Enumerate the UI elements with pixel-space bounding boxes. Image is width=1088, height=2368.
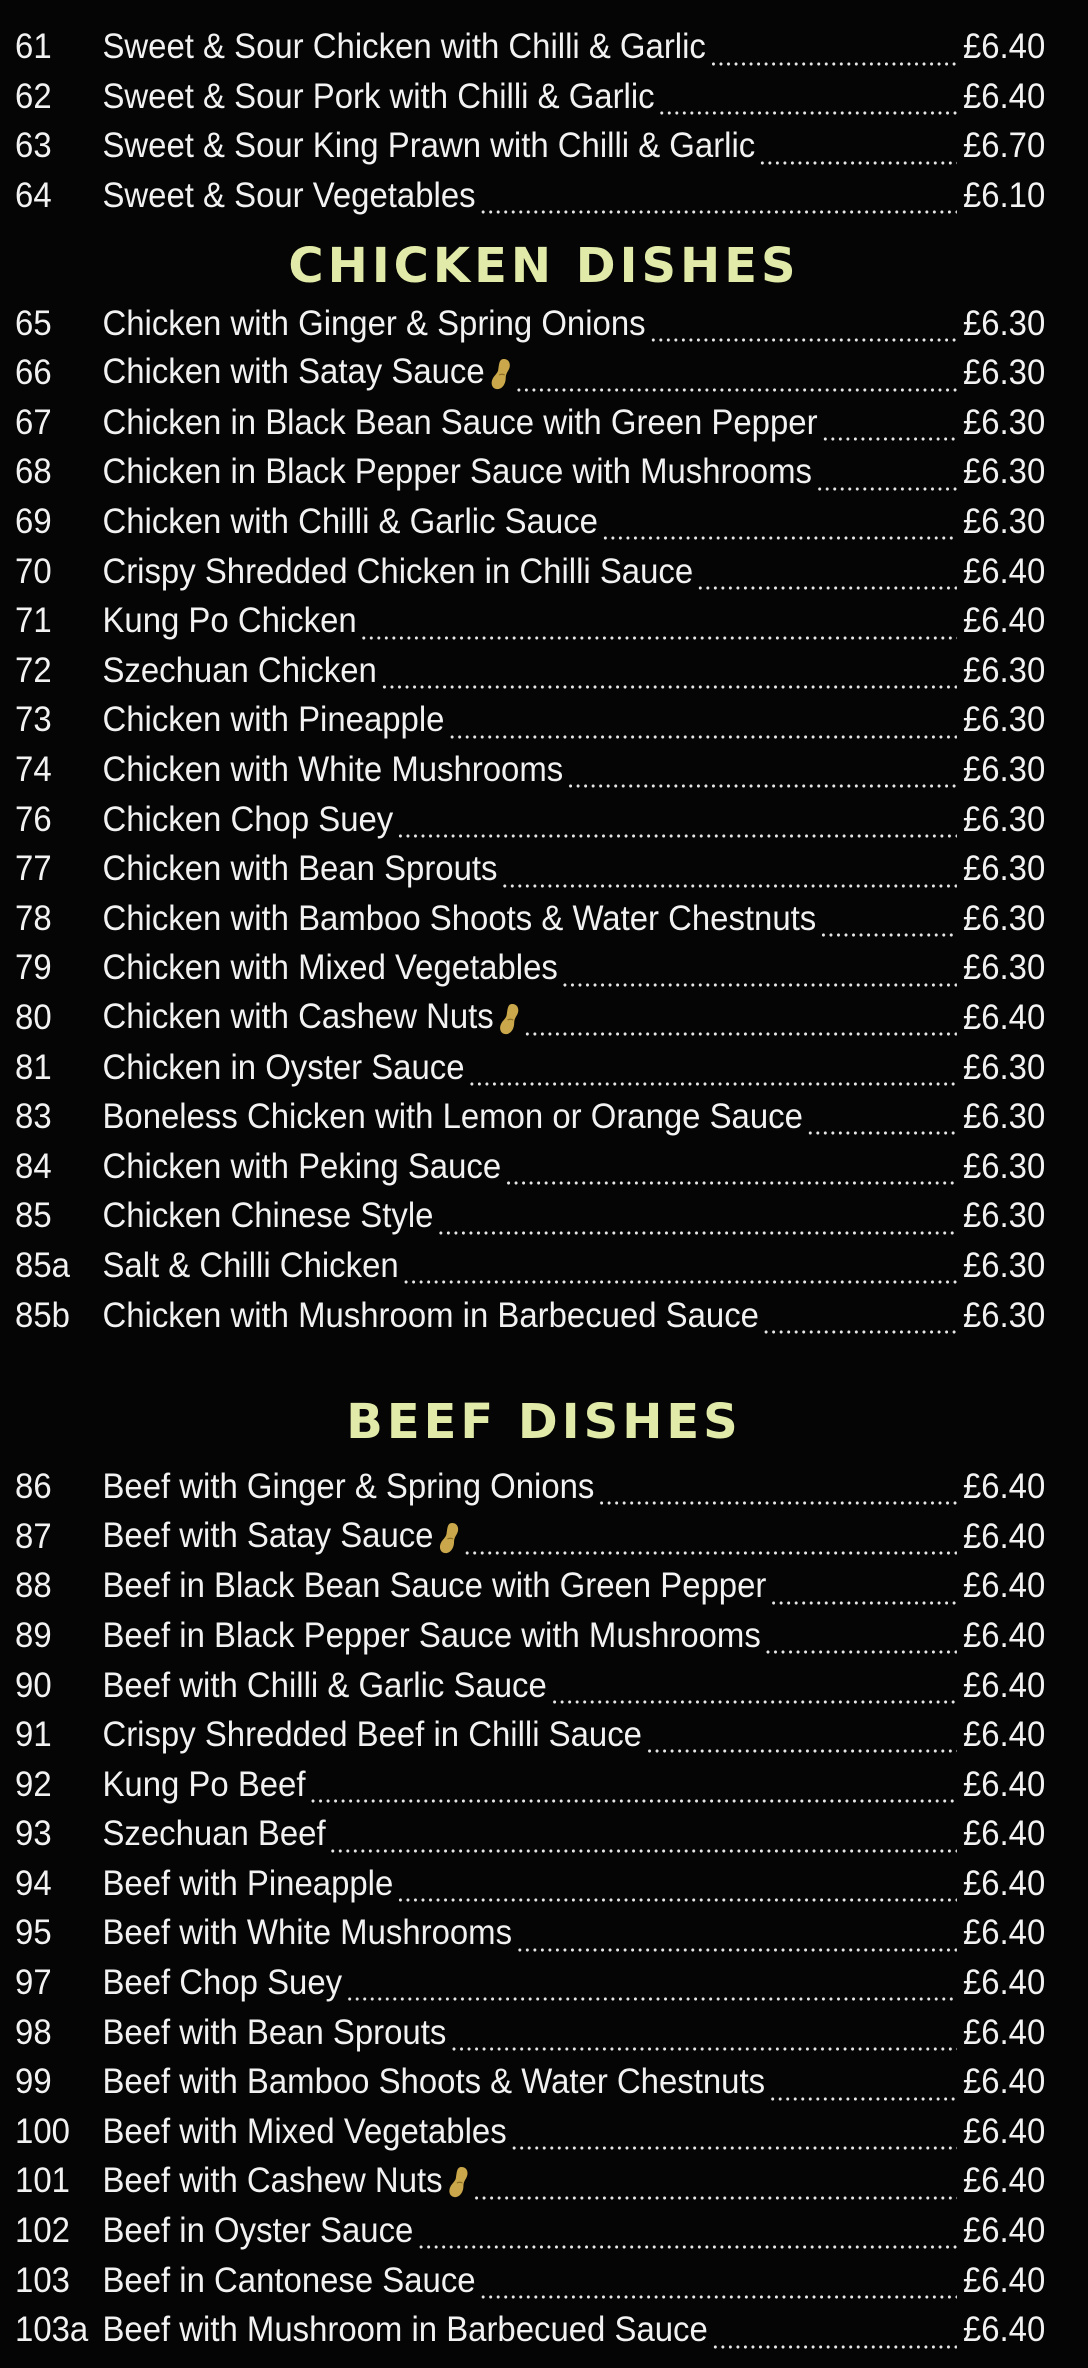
menu-item bbox=[0, 1241, 1060, 1291]
item-name-text: Beef with Cashew Nuts bbox=[102, 2160, 443, 2200]
item-price: £6.30 bbox=[962, 799, 1046, 839]
menu-item bbox=[0, 1809, 1060, 1859]
item-name-text: Beef with Bean Sprouts bbox=[102, 2012, 447, 2052]
menu-item bbox=[0, 72, 1060, 122]
item-number: 66 bbox=[15, 353, 52, 393]
item-name bbox=[102, 1764, 306, 1804]
dot-leader bbox=[329, 1843, 957, 1859]
item-number: 103 bbox=[15, 2260, 70, 2300]
item-name bbox=[102, 2211, 414, 2251]
menu-item bbox=[0, 348, 1060, 398]
chicken-dishes-heading: CHICKEN DISHES bbox=[288, 238, 800, 295]
item-number: 78 bbox=[15, 898, 52, 938]
item-name bbox=[102, 2260, 476, 2300]
item-price: £6.40 bbox=[962, 2310, 1046, 2350]
item-price: £6.30 bbox=[962, 650, 1046, 690]
dot-leader bbox=[505, 1175, 957, 1191]
item-name bbox=[102, 2160, 468, 2200]
item-name-text: Chicken Chop Suey bbox=[102, 799, 394, 839]
menu-item bbox=[0, 1561, 1060, 1611]
item-name-text: Szechuan Chicken bbox=[102, 650, 377, 690]
item-price: £6.40 bbox=[962, 1516, 1046, 1556]
item-price: £6.40 bbox=[962, 2062, 1046, 2102]
dot-leader bbox=[510, 2140, 957, 2156]
item-number: 64 bbox=[15, 176, 52, 216]
item-price: £6.30 bbox=[962, 1295, 1046, 1335]
menu-item bbox=[0, 1759, 1060, 1809]
dot-leader bbox=[697, 580, 957, 596]
item-name bbox=[102, 1515, 459, 1555]
dot-leader bbox=[397, 828, 957, 844]
item-price: £6.30 bbox=[962, 1097, 1046, 1137]
sweet-sour-section bbox=[0, 22, 1088, 220]
item-name bbox=[102, 849, 498, 889]
item-name-text: Beef with Ginger & Spring Onions bbox=[102, 1467, 595, 1507]
item-number: 86 bbox=[15, 1467, 52, 1507]
item-number: 98 bbox=[15, 2012, 52, 2052]
menu-item bbox=[0, 1710, 1060, 1760]
item-price: £6.30 bbox=[962, 303, 1046, 343]
dot-leader bbox=[450, 2041, 957, 2057]
item-number: 89 bbox=[15, 1615, 52, 1655]
item-number: 76 bbox=[15, 799, 52, 839]
menu-item bbox=[0, 1042, 1060, 1092]
dot-leader bbox=[397, 1892, 957, 1908]
item-name bbox=[102, 650, 377, 690]
menu-item bbox=[0, 646, 1060, 696]
item-price: £6.30 bbox=[962, 402, 1046, 442]
item-number: 85a bbox=[15, 1245, 70, 1285]
menu-item bbox=[0, 1290, 1060, 1340]
menu-item bbox=[0, 1611, 1060, 1661]
item-price: £6.40 bbox=[962, 76, 1046, 116]
dot-leader bbox=[816, 481, 958, 497]
item-name-text: Chicken with Cashew Nuts bbox=[102, 997, 494, 1037]
item-price: £6.40 bbox=[962, 2111, 1046, 2151]
item-name-text: Chicken with Peking Sauce bbox=[102, 1146, 502, 1186]
item-name-text: Szechuan Beef bbox=[102, 1814, 326, 1854]
dot-leader bbox=[479, 204, 957, 220]
dot-leader bbox=[515, 382, 958, 398]
item-name bbox=[102, 1047, 465, 1087]
menu-item bbox=[0, 1141, 1060, 1191]
item-number: 67 bbox=[15, 402, 52, 442]
item-name-text: Chicken in Oyster Sauce bbox=[102, 1047, 465, 1087]
dot-leader bbox=[759, 155, 957, 171]
peanut-icon bbox=[439, 1521, 460, 1555]
menu-item bbox=[0, 943, 1060, 993]
peanut-icon bbox=[499, 1002, 520, 1036]
item-name-text: Chicken in Black Pepper Sauce with Mushrooms bbox=[102, 452, 812, 492]
item-name bbox=[102, 452, 812, 492]
dot-leader bbox=[417, 2239, 957, 2255]
menu-item bbox=[0, 171, 1060, 221]
item-name bbox=[102, 700, 445, 740]
item-name bbox=[102, 1963, 343, 2003]
item-price: £6.40 bbox=[962, 1467, 1046, 1507]
item-price: £6.40 bbox=[962, 2012, 1046, 2052]
dot-leader bbox=[468, 1076, 957, 1092]
item-name-text: Beef with Satay Sauce bbox=[102, 1515, 434, 1555]
menu-item bbox=[0, 794, 1060, 844]
item-name-text: Salt & Chilli Chicken bbox=[102, 1245, 399, 1285]
dot-leader bbox=[567, 778, 957, 794]
item-price: £6.10 bbox=[962, 176, 1046, 216]
item-name-text: Beef in Cantonese Sauce bbox=[102, 2260, 476, 2300]
item-name-text: Sweet & Sour Vegetables bbox=[102, 176, 476, 216]
item-price: £6.40 bbox=[962, 997, 1046, 1037]
item-name-text: Chicken with White Mushrooms bbox=[102, 750, 564, 790]
item-price: £6.40 bbox=[962, 1963, 1046, 2003]
item-number: 81 bbox=[15, 1047, 52, 1087]
item-name bbox=[102, 27, 706, 67]
item-number: 62 bbox=[15, 76, 52, 116]
item-name bbox=[102, 126, 756, 166]
item-number: 99 bbox=[15, 2062, 52, 2102]
item-price: £6.40 bbox=[962, 1863, 1046, 1903]
item-price: £6.30 bbox=[962, 502, 1046, 542]
item-name-text: Crispy Shredded Chicken in Chilli Sauce bbox=[102, 551, 694, 591]
item-number: 94 bbox=[15, 1863, 52, 1903]
item-number: 70 bbox=[15, 551, 52, 591]
item-price: £6.30 bbox=[962, 452, 1046, 492]
dot-leader bbox=[501, 878, 957, 894]
item-price: £6.30 bbox=[962, 948, 1046, 988]
menu-item bbox=[0, 298, 1060, 348]
dot-leader bbox=[437, 1225, 957, 1241]
menu-item bbox=[0, 546, 1060, 596]
dot-leader bbox=[346, 1991, 957, 2007]
item-number: 69 bbox=[15, 502, 52, 542]
menu-item bbox=[0, 2057, 1060, 2107]
item-price: £6.40 bbox=[962, 2260, 1046, 2300]
item-name bbox=[102, 176, 476, 216]
item-number: 101 bbox=[15, 2161, 70, 2201]
menu-item bbox=[0, 1462, 1060, 1512]
item-price: £6.40 bbox=[962, 551, 1046, 591]
item-number: 97 bbox=[15, 1963, 52, 2003]
dot-leader bbox=[598, 1495, 957, 1511]
item-price: £6.30 bbox=[962, 1047, 1046, 1087]
item-name-text: Chicken with Mixed Vegetables bbox=[102, 948, 558, 988]
item-name bbox=[102, 1196, 434, 1236]
item-number: 95 bbox=[15, 1913, 52, 1953]
menu-item bbox=[0, 1511, 1060, 1561]
beef-dishes-section bbox=[0, 1462, 1088, 2355]
item-name-text: Chicken Chinese Style bbox=[102, 1196, 434, 1236]
item-name bbox=[102, 354, 511, 391]
chicken-dishes-section bbox=[0, 298, 1088, 1339]
dot-leader bbox=[820, 927, 957, 943]
item-price: £6.70 bbox=[962, 126, 1046, 166]
beef-dishes-heading: BEEF DISHES bbox=[346, 1393, 742, 1450]
menu-item bbox=[0, 844, 1060, 894]
menu-item bbox=[0, 1092, 1060, 1142]
item-name bbox=[102, 1665, 547, 1705]
menu-item bbox=[0, 1191, 1060, 1241]
item-price: £6.40 bbox=[962, 1615, 1046, 1655]
menu-item bbox=[0, 1908, 1060, 1958]
item-number: 103a bbox=[15, 2310, 89, 2350]
item-price: £6.40 bbox=[962, 1764, 1046, 1804]
menu-item bbox=[0, 745, 1060, 795]
dot-leader bbox=[765, 1644, 958, 1660]
item-price: £6.40 bbox=[962, 27, 1046, 67]
item-name-text: Chicken with Bean Sprouts bbox=[102, 849, 498, 889]
item-price: £6.30 bbox=[962, 750, 1046, 790]
item-price: £6.40 bbox=[962, 1566, 1046, 1606]
menu-item bbox=[0, 447, 1060, 497]
menu-item bbox=[0, 398, 1060, 448]
item-name-text: Boneless Chicken with Lemon or Orange Sauce bbox=[102, 1097, 803, 1137]
dot-leader bbox=[770, 1595, 957, 1611]
item-number: 93 bbox=[15, 1814, 52, 1854]
menu-item bbox=[0, 596, 1060, 646]
item-name bbox=[102, 1566, 767, 1606]
item-name bbox=[102, 551, 694, 591]
menu-item bbox=[0, 2007, 1060, 2057]
item-name-text: Kung Po Beef bbox=[102, 1764, 306, 1804]
item-price: £6.40 bbox=[962, 1913, 1046, 1953]
menu-item bbox=[0, 2206, 1060, 2256]
menu-item bbox=[0, 894, 1060, 944]
item-number: 79 bbox=[15, 948, 52, 988]
menu-item bbox=[0, 1660, 1060, 1710]
peanut-icon bbox=[448, 2165, 469, 2199]
item-name bbox=[102, 1814, 326, 1854]
item-number: 73 bbox=[15, 700, 52, 740]
dot-leader bbox=[562, 977, 958, 993]
item-number: 83 bbox=[15, 1097, 52, 1137]
dot-leader bbox=[381, 679, 958, 695]
item-name-text: Chicken with Mushroom in Barbecued Sauce bbox=[102, 1295, 759, 1335]
item-price: £6.30 bbox=[962, 353, 1046, 393]
dot-leader bbox=[710, 56, 958, 72]
dot-leader bbox=[646, 1743, 958, 1759]
item-name bbox=[102, 898, 817, 938]
item-name-text: Chicken with Ginger & Spring Onions bbox=[102, 303, 646, 343]
item-name-text: Chicken in Black Bean Sauce with Green Pepper bbox=[102, 402, 818, 442]
item-name-text: Chicken with Satay Sauce bbox=[102, 352, 485, 392]
item-name bbox=[102, 2012, 447, 2052]
menu-item bbox=[0, 497, 1060, 547]
item-price: £6.40 bbox=[962, 2161, 1046, 2201]
item-name bbox=[102, 402, 818, 442]
dot-leader bbox=[763, 1324, 958, 1340]
item-number: 102 bbox=[15, 2211, 70, 2251]
item-name bbox=[102, 502, 598, 542]
menu-item bbox=[0, 2305, 1060, 2355]
dot-leader bbox=[309, 1793, 957, 1809]
item-number: 71 bbox=[15, 601, 52, 641]
item-name-text: Beef with Mixed Vegetables bbox=[102, 2111, 507, 2151]
item-name bbox=[102, 948, 558, 988]
item-name bbox=[102, 1097, 803, 1137]
item-number: 92 bbox=[15, 1764, 52, 1804]
item-number: 72 bbox=[15, 650, 52, 690]
item-name-text: Beef with Bamboo Shoots & Water Chestnuts bbox=[102, 2062, 766, 2102]
menu-item bbox=[0, 121, 1060, 171]
dot-leader bbox=[821, 431, 957, 447]
item-name-text: Beef with Chilli & Garlic Sauce bbox=[102, 1665, 547, 1705]
menu-item bbox=[0, 1859, 1060, 1909]
item-name bbox=[102, 1245, 399, 1285]
dot-leader bbox=[658, 105, 957, 121]
item-name-text: Sweet & Sour Chicken with Chilli & Garlic bbox=[102, 27, 706, 67]
peanut-icon bbox=[490, 357, 511, 391]
dot-leader bbox=[464, 1545, 958, 1561]
item-number: 68 bbox=[15, 452, 52, 492]
item-name bbox=[102, 601, 357, 641]
item-name bbox=[102, 1615, 761, 1655]
item-name-text: Kung Po Chicken bbox=[102, 601, 357, 641]
item-name bbox=[102, 2062, 766, 2102]
item-name-text: Sweet & Sour Pork with Chilli & Garlic bbox=[102, 76, 655, 116]
dot-leader bbox=[360, 630, 957, 646]
item-number: 84 bbox=[15, 1146, 52, 1186]
menu-item bbox=[0, 695, 1060, 745]
item-name bbox=[102, 1913, 513, 1953]
item-price: £6.40 bbox=[962, 1715, 1046, 1755]
item-price: £6.30 bbox=[962, 700, 1046, 740]
dot-leader bbox=[516, 1942, 958, 1958]
item-name-text: Beef Chop Suey bbox=[102, 1963, 343, 2003]
item-name-text: Chicken with Pineapple bbox=[102, 700, 445, 740]
item-name bbox=[102, 303, 646, 343]
item-name bbox=[102, 2111, 507, 2151]
item-name-text: Sweet & Sour King Prawn with Chilli & Garlic bbox=[102, 126, 756, 166]
item-price: £6.40 bbox=[962, 601, 1046, 641]
dot-leader bbox=[602, 530, 958, 546]
item-name-text: Beef with Mushroom in Barbecued Sauce bbox=[102, 2310, 708, 2350]
item-number: 65 bbox=[15, 303, 52, 343]
item-number: 90 bbox=[15, 1665, 52, 1705]
item-name-text: Beef with Pineapple bbox=[102, 1863, 394, 1903]
item-number: 77 bbox=[15, 849, 52, 889]
item-name bbox=[102, 76, 655, 116]
dot-leader bbox=[807, 1125, 958, 1141]
item-price: £6.40 bbox=[962, 1665, 1046, 1705]
item-number: 61 bbox=[15, 27, 52, 67]
item-name bbox=[102, 799, 394, 839]
item-name-text: Beef in Black Pepper Sauce with Mushrooms bbox=[102, 1615, 761, 1655]
item-number: 85 bbox=[15, 1196, 52, 1236]
dot-leader bbox=[473, 2190, 958, 2206]
item-name-text: Beef in Oyster Sauce bbox=[102, 2211, 414, 2251]
item-number: 85b bbox=[15, 1295, 70, 1335]
item-price: £6.40 bbox=[962, 2211, 1046, 2251]
dot-leader bbox=[524, 1026, 957, 1042]
item-name-text: Chicken with Chilli & Garlic Sauce bbox=[102, 502, 598, 542]
item-number: 74 bbox=[15, 750, 52, 790]
item-name bbox=[102, 750, 564, 790]
dot-leader bbox=[402, 1274, 957, 1290]
item-number: 88 bbox=[15, 1566, 52, 1606]
item-number: 100 bbox=[15, 2111, 70, 2151]
item-name-text: Crispy Shredded Beef in Chilli Sauce bbox=[102, 1715, 642, 1755]
menu-item bbox=[0, 2156, 1060, 2206]
item-name-text: Beef with White Mushrooms bbox=[102, 1913, 513, 1953]
item-name bbox=[102, 1146, 502, 1186]
dot-leader bbox=[712, 2339, 958, 2355]
menu-item bbox=[0, 2107, 1060, 2157]
menu-item bbox=[0, 2255, 1060, 2305]
item-name bbox=[102, 2310, 708, 2350]
item-number: 80 bbox=[15, 997, 52, 1037]
item-name bbox=[102, 999, 520, 1036]
item-price: £6.30 bbox=[962, 1196, 1046, 1236]
item-price: £6.30 bbox=[962, 1146, 1046, 1186]
dot-leader bbox=[551, 1694, 958, 1710]
menu-item bbox=[0, 22, 1060, 72]
dot-leader bbox=[649, 332, 957, 348]
item-name bbox=[102, 1295, 759, 1335]
item-name bbox=[102, 1863, 394, 1903]
item-number: 87 bbox=[15, 1516, 52, 1556]
item-price: £6.30 bbox=[962, 898, 1046, 938]
item-number: 63 bbox=[15, 126, 52, 166]
item-name-text: Beef in Black Bean Sauce with Green Pepper bbox=[102, 1566, 767, 1606]
dot-leader bbox=[448, 729, 957, 745]
item-name bbox=[102, 1715, 642, 1755]
dot-leader bbox=[479, 2289, 957, 2305]
item-price: £6.30 bbox=[962, 849, 1046, 889]
dot-leader bbox=[769, 2091, 957, 2107]
item-price: £6.40 bbox=[962, 1814, 1046, 1854]
item-name-text: Chicken with Bamboo Shoots & Water Chestnuts bbox=[102, 898, 817, 938]
menu-item bbox=[0, 993, 1060, 1043]
menu-item bbox=[0, 1958, 1060, 2008]
item-price: £6.30 bbox=[962, 1245, 1046, 1285]
item-number: 91 bbox=[15, 1715, 52, 1755]
item-name bbox=[102, 1467, 595, 1507]
